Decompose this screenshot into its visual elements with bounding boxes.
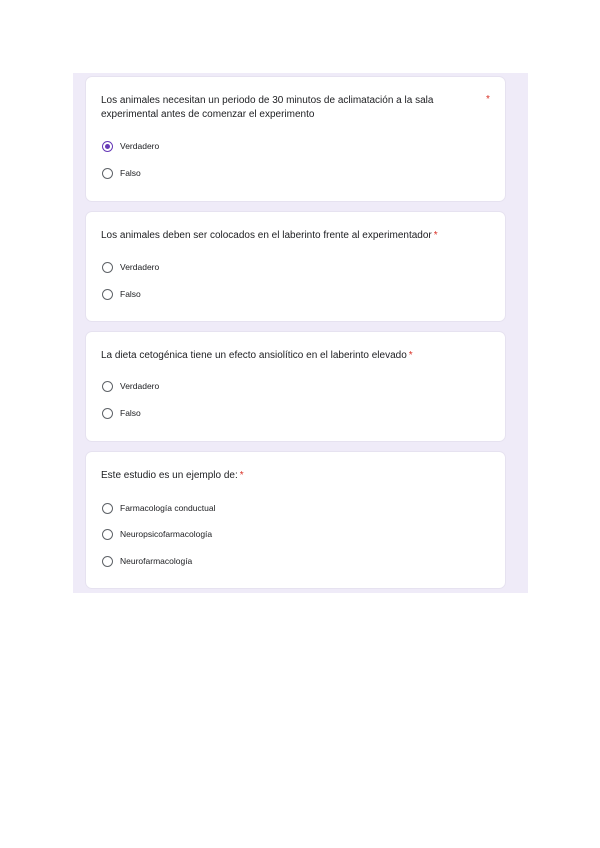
option-label: Falso bbox=[120, 289, 141, 299]
required-asterisk: * bbox=[433, 230, 438, 241]
question-card-1 bbox=[85, 76, 506, 202]
option-neurofarmacologia[interactable] bbox=[102, 556, 192, 567]
option-label: Falso bbox=[120, 168, 141, 178]
radio-checked-icon[interactable] bbox=[102, 141, 113, 152]
required-asterisk: * bbox=[239, 470, 244, 481]
option-label: Neurofarmacología bbox=[120, 556, 193, 566]
question-title-4-text: Este estudio es un ejemplo de: bbox=[101, 470, 238, 481]
option-neuropsicofarmacologia[interactable] bbox=[102, 529, 212, 540]
option-farmacologia-conductual[interactable] bbox=[102, 503, 215, 514]
question-card-2 bbox=[85, 211, 506, 322]
option-verdadero[interactable] bbox=[102, 381, 159, 392]
option-falso[interactable] bbox=[102, 289, 141, 300]
option-label: Farmacología conductual bbox=[120, 503, 216, 513]
radio-unchecked-icon[interactable] bbox=[102, 289, 113, 300]
required-asterisk: * bbox=[486, 94, 490, 105]
radio-unchecked-icon[interactable] bbox=[102, 408, 113, 419]
radio-unchecked-icon[interactable] bbox=[102, 262, 113, 273]
question-title-3-text: La dieta cetogénica tiene un efecto ansiolítico en el laberinto elevado bbox=[101, 350, 407, 361]
radio-unchecked-icon[interactable] bbox=[102, 529, 113, 540]
option-label: Verdadero bbox=[120, 381, 160, 391]
radio-unchecked-icon[interactable] bbox=[102, 381, 113, 392]
question-title-1-line1: Los animales necesitan un periodo de 30 minutos de aclimatación a la sala bbox=[101, 95, 434, 106]
question-title-2 bbox=[101, 229, 496, 243]
question-title-1-line2: experimental antes de comenzar el experimento bbox=[101, 109, 315, 120]
option-label: Neuropsicofarmacología bbox=[120, 529, 213, 539]
option-label: Falso bbox=[120, 408, 141, 418]
option-falso[interactable] bbox=[102, 168, 141, 179]
option-label: Verdadero bbox=[120, 262, 160, 272]
option-verdadero[interactable] bbox=[102, 141, 159, 152]
required-asterisk: * bbox=[408, 350, 413, 361]
radio-unchecked-icon[interactable] bbox=[102, 168, 113, 179]
question-title-1 bbox=[101, 94, 481, 122]
option-verdadero[interactable] bbox=[102, 262, 159, 273]
question-title-2-text: Los animales deben ser colocados en el laberinto frente al experimentador bbox=[101, 230, 432, 241]
question-title-4 bbox=[101, 469, 496, 483]
question-card-4 bbox=[85, 451, 506, 589]
option-falso[interactable] bbox=[102, 408, 141, 419]
question-title-3 bbox=[101, 349, 496, 363]
question-card-3 bbox=[85, 331, 506, 442]
radio-unchecked-icon[interactable] bbox=[102, 503, 113, 514]
radio-unchecked-icon[interactable] bbox=[102, 556, 113, 567]
option-label: Verdadero bbox=[120, 141, 160, 151]
